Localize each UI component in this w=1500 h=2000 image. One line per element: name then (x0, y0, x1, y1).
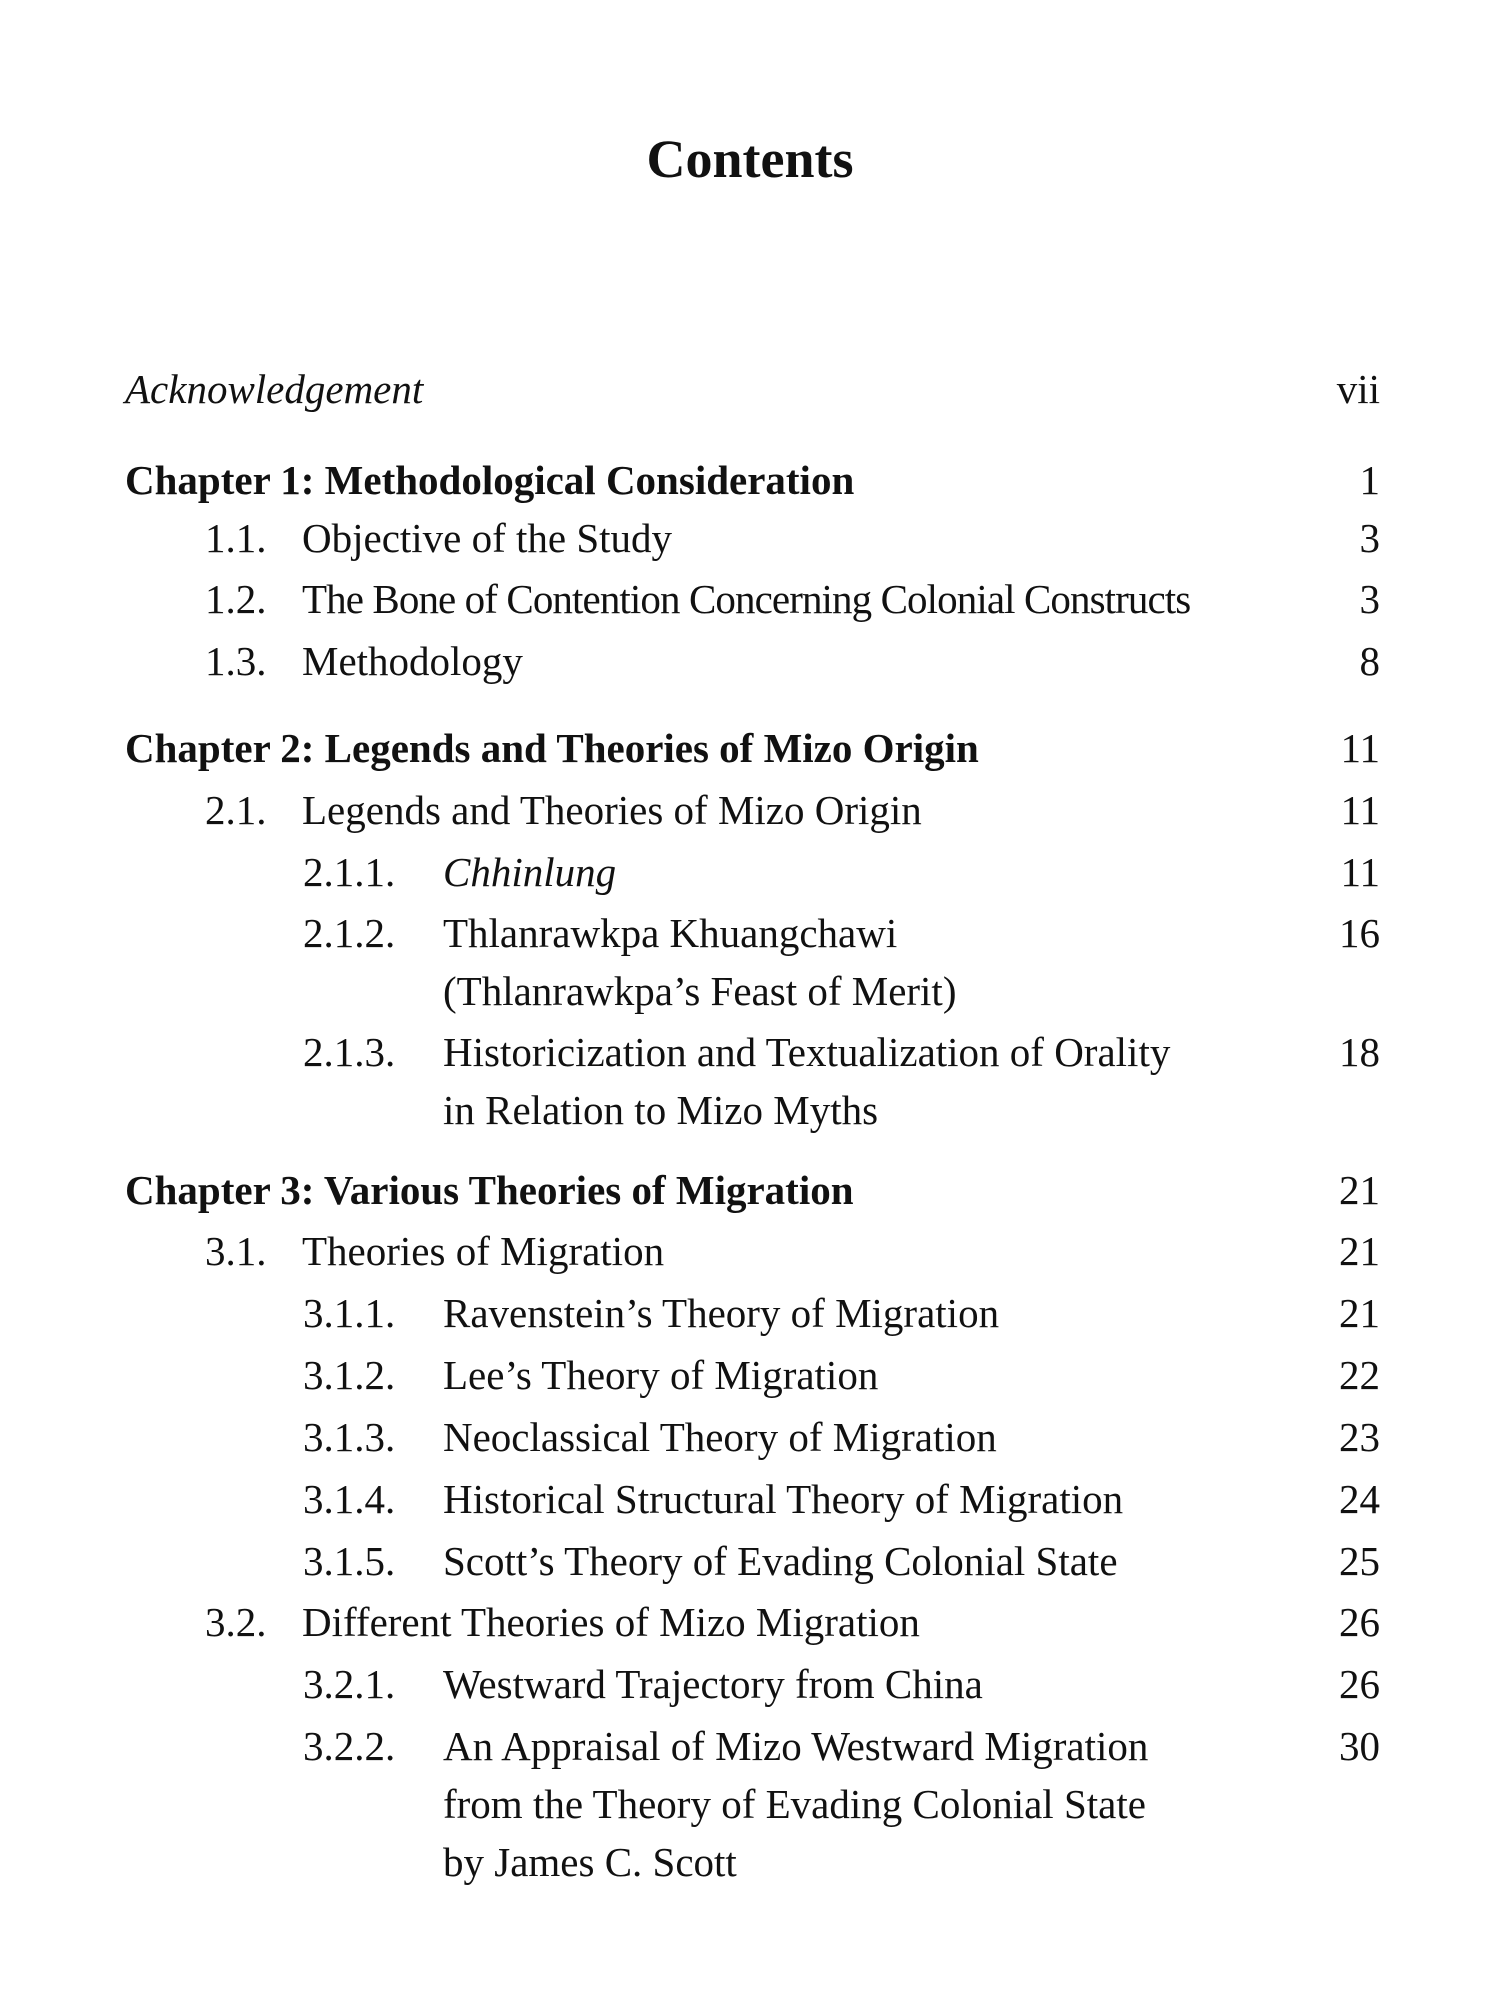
section-number: 3.1. (205, 1228, 267, 1274)
subsection-title: Scott’s Theory of Evading Colonial State (443, 1538, 1118, 1584)
subsection-title: Chhinlung (443, 849, 617, 895)
subsection-title-line-2: from the Theory of Evading Colonial State (443, 1781, 1146, 1827)
toc-page-chapter-1: 1 (1359, 457, 1380, 503)
section-number: 2.1. (205, 787, 267, 833)
toc-page-3-1-5: 25 (1339, 1538, 1380, 1584)
toc-page-3-2-2: 30 (1339, 1723, 1380, 1769)
toc-page-3-2: 26 (1339, 1599, 1380, 1645)
section-title: Objective of the Study (302, 515, 673, 561)
page-title: Contents (646, 129, 854, 189)
section-number: 3.2. (205, 1599, 267, 1645)
subsection-title: Neoclassical Theory of Migration (443, 1414, 997, 1460)
subsection-number: 3.1.2. (303, 1352, 396, 1398)
toc-chapter-2: Chapter 2: Legends and Theories of Mizo Origin (125, 725, 979, 771)
section-number: 1.2. (205, 576, 267, 622)
toc-page-2-1-2: 16 (1339, 910, 1380, 956)
subsection-number: 3.1.4. (303, 1476, 396, 1522)
toc-page-chapter-2: 11 (1340, 725, 1380, 771)
subsection-title: Lee’s Theory of Migration (443, 1352, 879, 1398)
subsection-title-line-1: An Appraisal of Mizo Westward Migration (443, 1723, 1149, 1769)
toc-page-2-1-3: 18 (1339, 1029, 1380, 1075)
subsection-number: 3.2.1. (303, 1661, 396, 1707)
section-title: Methodology (302, 638, 523, 684)
subsection-number: 2.1.2. (303, 910, 396, 956)
toc-page-chapter-3: 21 (1339, 1167, 1380, 1213)
section-title: The Bone of Contention Concerning Colonial Constructs (302, 576, 1191, 622)
toc-page-3-1-4: 24 (1339, 1476, 1380, 1522)
subsection-number: 3.1.1. (303, 1290, 396, 1336)
subsection-title: Historical Structural Theory of Migration (443, 1476, 1124, 1522)
subsection-title: Westward Trajectory from China (443, 1661, 983, 1707)
toc-page-3-2-1: 26 (1339, 1661, 1380, 1707)
toc-page-3-1-1: 21 (1339, 1290, 1380, 1336)
subsection-title-line-2: in Relation to Mizo Myths (443, 1087, 879, 1133)
toc-entry-acknowledgement: Acknowledgement (125, 366, 424, 412)
toc-chapter-1: Chapter 1: Methodological Consideration (125, 457, 855, 503)
subsection-title-line-3: by James C. Scott (443, 1839, 737, 1885)
toc-page-3-1: 21 (1339, 1228, 1380, 1274)
section-title: Theories of Migration (302, 1228, 665, 1274)
subsection-number: 3.1.3. (303, 1414, 396, 1460)
toc-page-1-1: 3 (1359, 515, 1380, 561)
toc-chapter-3: Chapter 3: Various Theories of Migration (125, 1167, 854, 1213)
subsection-number: 3.1.5. (303, 1538, 396, 1584)
toc-page-2-1-1: 11 (1340, 849, 1380, 895)
toc-page-3-1-2: 22 (1339, 1352, 1380, 1398)
toc-page-3-1-3: 23 (1339, 1414, 1380, 1460)
toc-page-acknowledgement: vii (1336, 366, 1380, 412)
subsection-number: 3.2.2. (303, 1723, 396, 1769)
toc-page-1-2: 3 (1359, 576, 1380, 622)
subsection-title-line-1: Historicization and Textualization of Orality (443, 1029, 1171, 1075)
subsection-number: 2.1.3. (303, 1029, 396, 1075)
subsection-title-line-2: (Thlanrawkpa’s Feast of Merit) (443, 968, 957, 1014)
subsection-title: Ravenstein’s Theory of Migration (443, 1290, 1000, 1336)
toc-page-2-1: 11 (1340, 787, 1380, 833)
subsection-title-line-1: Thlanrawkpa Khuangchawi (443, 910, 898, 956)
section-number: 1.3. (205, 638, 267, 684)
section-number: 1.1. (205, 515, 267, 561)
section-title: Legends and Theories of Mizo Origin (302, 787, 922, 833)
section-title: Different Theories of Mizo Migration (302, 1599, 920, 1645)
toc-page-1-3: 8 (1359, 638, 1380, 684)
subsection-number: 2.1.1. (303, 849, 396, 895)
